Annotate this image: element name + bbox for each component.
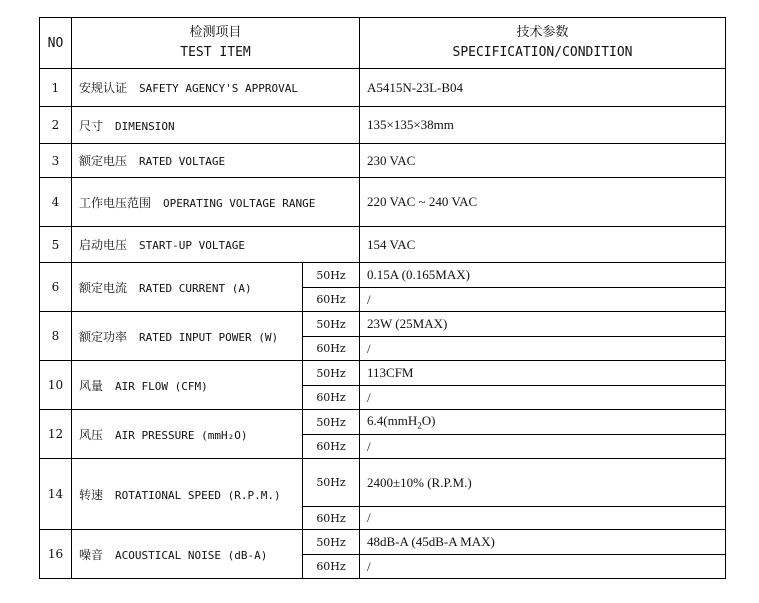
spec-value: / xyxy=(360,555,726,579)
row-number: 1 xyxy=(40,69,72,107)
test-item-en: DIMENSION xyxy=(115,119,175,133)
table-row xyxy=(40,227,726,263)
test-item-zh: 转速 xyxy=(79,487,104,502)
test-item-zh: 风压 xyxy=(79,427,104,442)
spec-value: 154 VAC xyxy=(360,227,726,263)
header-no: NO xyxy=(40,18,72,69)
pressure-value-suffix: O) xyxy=(421,413,436,429)
row-number: 12 xyxy=(40,410,72,459)
test-item xyxy=(72,459,303,530)
test-item xyxy=(72,410,303,459)
spec-value: 113CFM xyxy=(360,361,726,386)
test-item-zh: 尺寸 xyxy=(79,118,104,133)
table-row xyxy=(40,263,726,288)
spec-value: / xyxy=(360,337,726,361)
spec-table xyxy=(39,17,726,579)
frequency-label: 50Hz xyxy=(303,459,360,507)
spec-value: A5415N-23L-B04 xyxy=(360,69,726,107)
frequency-label: 60Hz xyxy=(303,337,360,361)
header-specification xyxy=(360,18,726,69)
table-row xyxy=(40,144,726,178)
test-item-en: ACOUSTICAL NOISE (dB-A) xyxy=(115,548,268,562)
header-test-item xyxy=(72,18,360,69)
row-number: 4 xyxy=(40,178,72,227)
header-row xyxy=(40,18,726,69)
test-item-zh: 启动电压 xyxy=(79,238,128,252)
row-number: 14 xyxy=(40,459,72,530)
test-item-en: AIR PRESSURE (mmH₂O) xyxy=(115,428,248,442)
header-item-zh: 检测项目 xyxy=(189,25,242,40)
test-item-en: OPERATING VOLTAGE RANGE xyxy=(163,196,316,210)
table-row xyxy=(40,530,726,555)
test-item-zh: 额定电流 xyxy=(79,280,128,295)
test-item xyxy=(72,144,360,178)
spec-value: / xyxy=(360,386,726,410)
test-item xyxy=(72,530,303,579)
test-item-en: ROTATIONAL SPEED (R.P.M.) xyxy=(115,488,281,502)
frequency-label: 60Hz xyxy=(303,435,360,459)
test-item-zh: 工作电压范围 xyxy=(79,195,152,210)
frequency-label: 50Hz xyxy=(303,410,360,435)
test-item xyxy=(72,312,303,361)
spec-value: 48dB-A (45dB-A MAX) xyxy=(360,530,726,555)
pressure-value-main: 6.4(mmH xyxy=(367,413,418,429)
test-item xyxy=(72,69,360,107)
test-item-en: RATED INPUT POWER (W) xyxy=(139,330,279,344)
test-item-en: START-UP VOLTAGE xyxy=(139,239,245,252)
test-item xyxy=(72,263,303,312)
table-row xyxy=(40,69,726,107)
spec-value: 220 VAC ~ 240 VAC xyxy=(360,178,726,227)
spec-value: / xyxy=(360,435,726,459)
test-item xyxy=(72,361,303,410)
header-spec-en: SPECIFICATION/CONDITION xyxy=(452,45,633,60)
test-item-zh: 额定电压 xyxy=(79,154,128,168)
spec-value: 0.15A (0.165MAX) xyxy=(360,263,726,288)
test-item-en: RATED CURRENT (A) xyxy=(139,281,252,295)
pressure-value-subscript: 2 xyxy=(417,420,422,431)
frequency-label: 60Hz xyxy=(303,288,360,312)
row-number: 10 xyxy=(40,361,72,410)
spec-value: 135×135×38mm xyxy=(360,107,726,144)
test-item-en: SAFETY AGENCY'S APPROVAL xyxy=(139,82,298,95)
row-number: 8 xyxy=(40,312,72,361)
frequency-label: 50Hz xyxy=(303,361,360,386)
frequency-label: 60Hz xyxy=(303,555,360,579)
header-item-en: TEST ITEM xyxy=(180,45,251,60)
spec-value: 2400±10% (R.P.M.) xyxy=(360,459,726,507)
test-item-zh: 噪音 xyxy=(79,547,104,562)
test-item-zh: 额定功率 xyxy=(79,329,128,344)
frequency-label: 50Hz xyxy=(303,530,360,555)
row-number: 2 xyxy=(40,107,72,144)
row-number: 16 xyxy=(40,530,72,579)
test-item xyxy=(72,227,360,263)
spec-value: 230 VAC xyxy=(360,144,726,178)
test-item-en: AIR FLOW (CFM) xyxy=(115,379,208,393)
frequency-label: 60Hz xyxy=(303,386,360,410)
row-number: 5 xyxy=(40,227,72,263)
frequency-label: 50Hz xyxy=(303,312,360,337)
test-item-en: RATED VOLTAGE xyxy=(139,155,226,168)
frequency-label: 50Hz xyxy=(303,263,360,288)
table-row xyxy=(40,459,726,507)
row-number: 6 xyxy=(40,263,72,312)
spec-value: / xyxy=(360,507,726,530)
table-row xyxy=(40,178,726,227)
spec-value xyxy=(360,410,726,435)
table-row xyxy=(40,312,726,337)
header-spec-zh: 技术参数 xyxy=(516,25,569,40)
test-item xyxy=(72,178,360,227)
spec-value: 23W (25MAX) xyxy=(360,312,726,337)
table-row xyxy=(40,107,726,144)
test-item-zh: 安规认证 xyxy=(79,81,128,95)
spec-value: / xyxy=(360,288,726,312)
test-item-zh: 风量 xyxy=(79,378,104,393)
test-item xyxy=(72,107,360,144)
table-row xyxy=(40,410,726,435)
row-number: 3 xyxy=(40,144,72,178)
table-row xyxy=(40,361,726,386)
frequency-label: 60Hz xyxy=(303,507,360,530)
